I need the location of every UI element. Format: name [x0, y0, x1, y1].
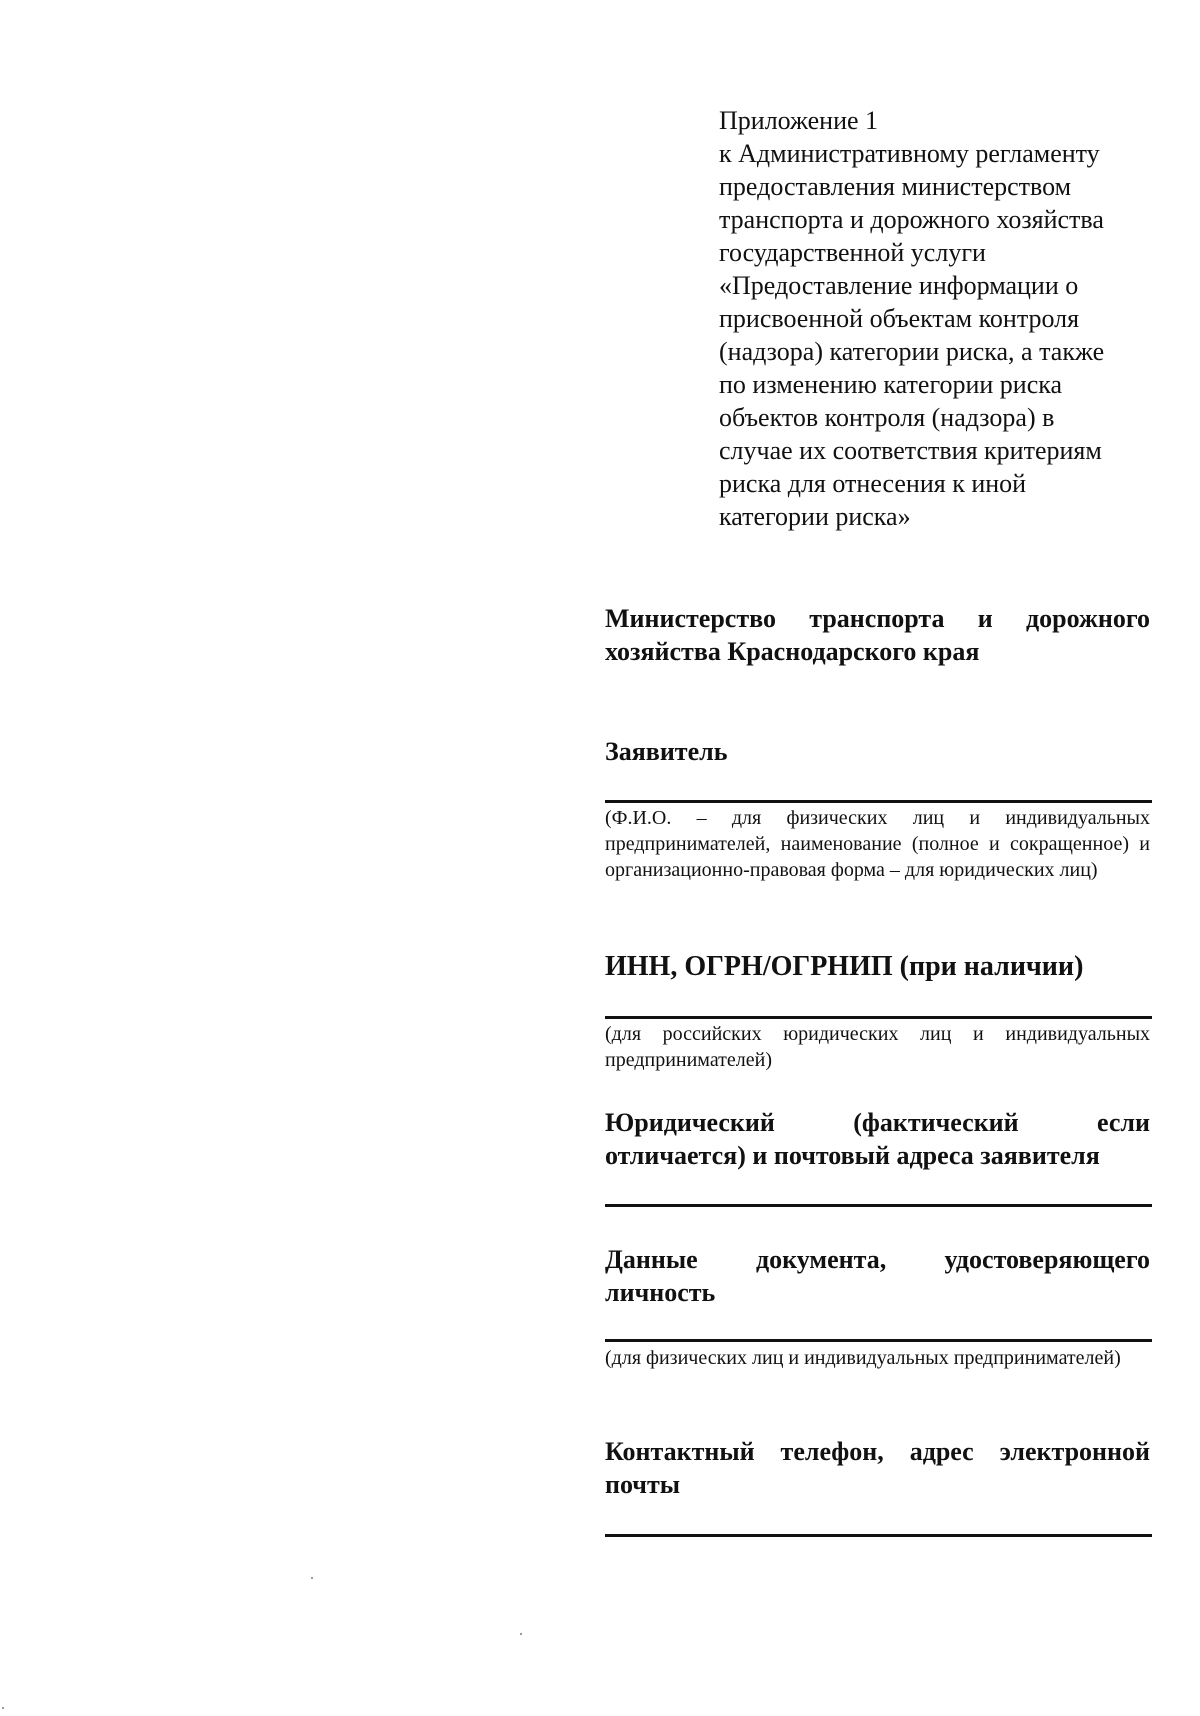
appendix-line: присвоенной объектам контроля: [719, 304, 1080, 333]
appendix-line: транспорта и дорожного хозяйства: [719, 205, 1104, 234]
address-field-line[interactable]: [605, 1204, 1152, 1207]
inn-field-line[interactable]: [605, 1016, 1152, 1019]
appendix-caption: [719, 104, 1159, 533]
recipient-heading: Министерство транспорта и дорожного хозяйства Краснодарского края: [605, 604, 1150, 666]
applicant-field-line[interactable]: [605, 800, 1152, 803]
id-document-field-line[interactable]: [605, 1339, 1152, 1342]
appendix-line: категории риска»: [719, 502, 911, 531]
appendix-line: предоставления министерством: [719, 172, 1072, 201]
appendix-line: Приложение 1: [719, 106, 879, 135]
appendix-line: случае их соответствия критериям: [719, 436, 1102, 465]
contacts-label: Контактный телефон, адрес электронной почты: [605, 1437, 1150, 1499]
id-document-label: Данные документа, удостоверяющего личность: [605, 1245, 1150, 1307]
address-label: Юридический (фактический если отличается) и почтовый адреса заявителя: [605, 1108, 1150, 1170]
inn-label: ИНН, ОГРН/ОГРНИП (при наличии): [605, 951, 1084, 982]
scan-speck: [311, 1577, 313, 1579]
appendix-line: (надзора) категории риска, а также: [719, 337, 1105, 366]
appendix-line: объектов контроля (надзора) в: [719, 403, 1055, 432]
scan-speck: [2, 1707, 4, 1709]
appendix-line: к Административному регламенту: [719, 139, 1100, 168]
id-document-caption: (для физических лиц и индивидуальных предпринимателей): [605, 1347, 1121, 1369]
appendix-line: государственной услуги: [719, 238, 986, 267]
applicant-label: Заявитель: [605, 737, 728, 766]
applicant-caption: (Ф.И.О. – для физических лиц и индивидуальных предпринимателей, наименование (полное и сокращенное) и организационно-правовая форма – для юридических лиц): [605, 807, 1150, 881]
contacts-field-line[interactable]: [605, 1534, 1152, 1537]
appendix-line: по изменению категории риска: [719, 370, 1063, 399]
scan-speck: [520, 1633, 522, 1635]
appendix-line: риска для отнесения к иной: [719, 469, 1027, 498]
inn-caption: (для российских юридических лиц и индивидуальных предпринимателей): [605, 1023, 1150, 1071]
appendix-line: «Предоставление информации о: [719, 271, 1079, 300]
